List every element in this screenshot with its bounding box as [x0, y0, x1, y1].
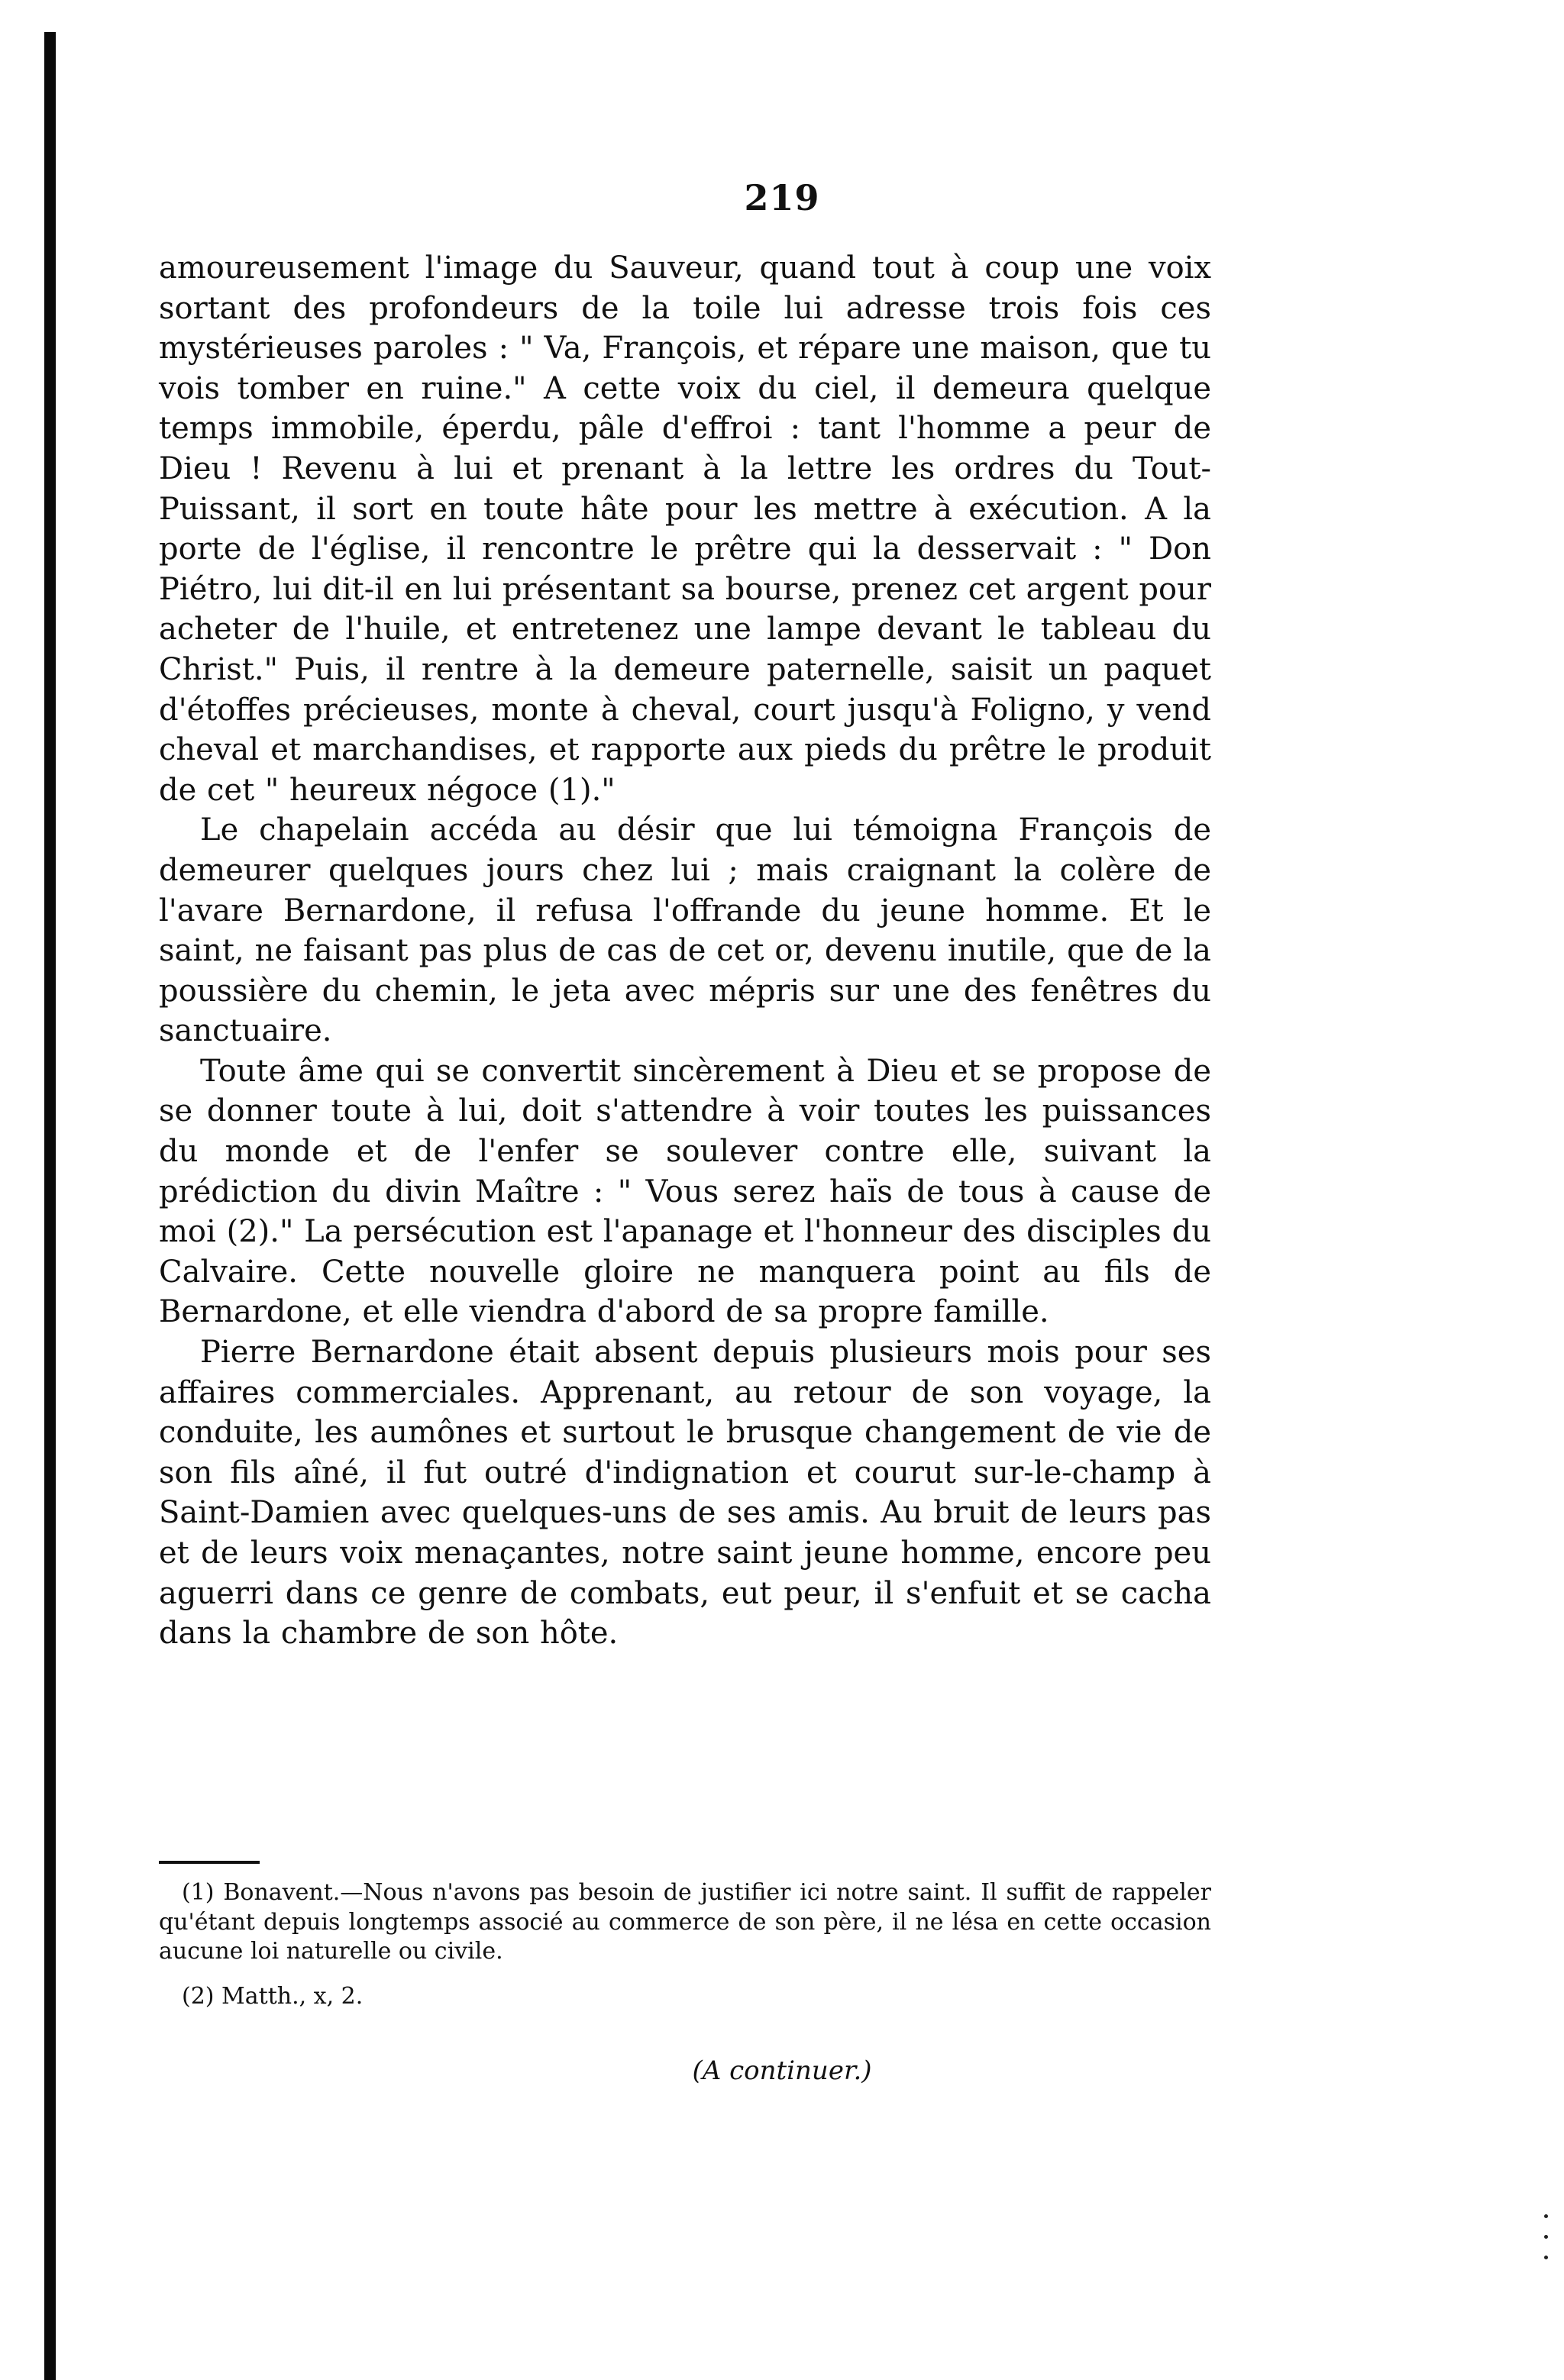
paragraph-chapelain: Le chapelain accéda au désir que lui témoigna François de demeurer quelques jours chez lui ; mais craignant la colère de l'avare Bernardone, il refusa l'offrande du jeune homme. Et le saint, ne faisant pas plus de cas de cet or, devenu inutile, que de la poussière du chemin, le jeta avec mépris sur une des fenêtres du sanctuaire.	[159, 812, 1211, 1049]
footnotes	[159, 1878, 1211, 2011]
binding-edge	[44, 32, 56, 2380]
paragraph-conversion: Toute âme qui se convertit sincèrement à Dieu et se propose de se donner toute à lui, doit s'attendre à voir toutes les puissances du monde et de l'enfer se soulever contre elle, suivant la prédiction du divin Maître : " Vous serez haïs de tous à cause de moi (2)." La persécution est l'apanage et l'honneur des disciples du Calvaire. Cette nouvelle gloire ne manquera point au fils de Bernardone, et elle viendra d'abord de sa propre famille.	[159, 1053, 1211, 1330]
paragraph-bernardone: Pierre Bernardone était absent depuis plusieurs mois pour ses affaires commerciales. Apprenant, au retour de son voyage, la conduite, les aumônes et surtout le brusque changement de vie de son fils aîné, il fut outré d'indignation et courut sur-le-champ à Saint-Damien avec quelques-uns de ses amis. Au bruit de leurs pas et de leurs voix menaçantes, notre saint jeune homme, encore peu aguerri dans ce genre de combats, eut peur, il s'enfuit et se cacha dans la chambre de son hôte.	[159, 1335, 1211, 1652]
speck	[1544, 2256, 1548, 2259]
margin-specks	[1544, 2214, 1552, 2306]
continuation-note: (A continuer.)	[692, 2055, 872, 2086]
footnote-separator	[159, 1861, 260, 1864]
body-text	[159, 248, 1211, 1654]
speck	[1544, 2214, 1548, 2218]
footnote-1: (1) Bonavent.—Nous n'avons pas besoin de justifier ici notre saint. Il suffit de rappeler qu'étant depuis longtemps associé au commerce de son père, il ne lésa en cette occasion aucune loi naturelle ou civile.	[159, 1879, 1211, 1965]
page-number: 219	[744, 177, 820, 218]
footnote-2: (2) Matth., x, 2.	[182, 1982, 364, 2010]
paragraph-continuation: amoureusement l'image du Sauveur, quand tout à coup une voix sortant des profondeurs de la toile lui adresse trois fois ces mystérieuses paroles : " Va, François, et répare une maison, que tu vois tomber en ruine." A cette voix du ciel, il demeura quelque temps immobile, éperdu, pâle d'effroi : tant l'homme a peur de Dieu ! Revenu à lui et prenant à la lettre les ordres du Tout-Puissant, il sort en toute hâte pour les mettre à exécution. A la porte de l'église, il rencontre le prêtre qui la desservait : " Don Piétro, lui dit-il en lui présentant sa bourse, prenez cet argent pour acheter de l'huile, et entretenez une lampe devant le tableau du Christ." Puis, il rentre à la demeure paternelle, saisit un paquet d'étoffes précieuses, monte à cheval, court jusqu'à Foligno, y vend cheval et marchandises, et rapporte aux pieds du prêtre le produit de cet " heureux négoce (1)."	[159, 250, 1211, 808]
speck	[1544, 2235, 1548, 2239]
